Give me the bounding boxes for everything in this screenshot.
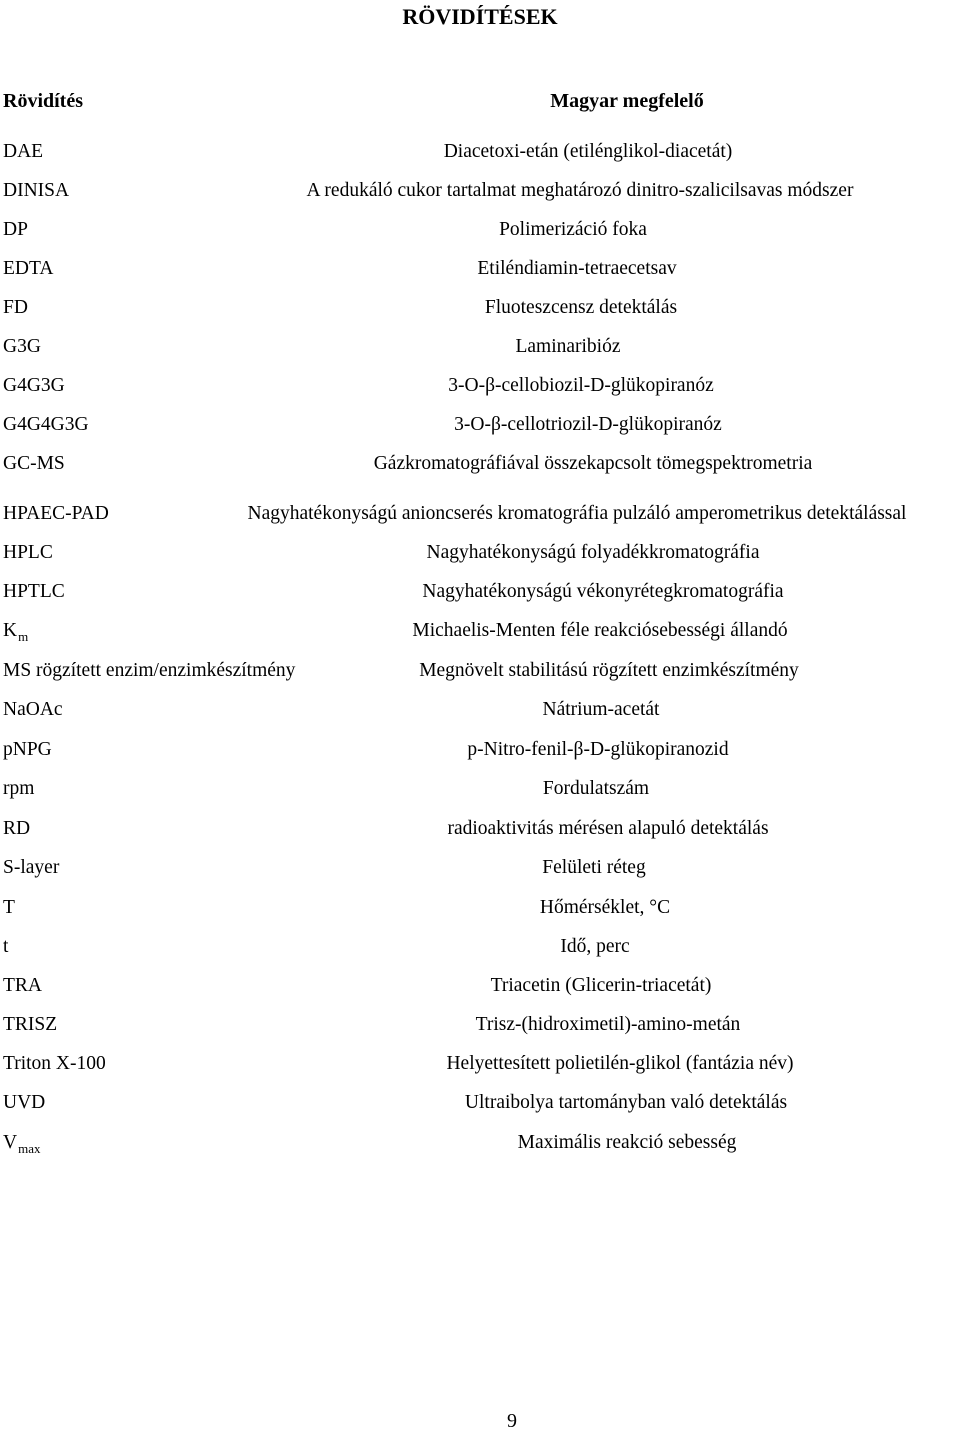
abbreviation: MS rögzített enzim/enzimkészítmény	[3, 660, 296, 681]
meaning: Hőmérséklet, °C	[539, 897, 671, 918]
abbreviation: HPTLC	[3, 581, 65, 602]
meaning: p-Nitro-fenil-β-D-glükopiranozid	[467, 739, 729, 760]
list-item	[0, 373, 960, 399]
abbreviation: pNPG	[3, 739, 52, 760]
abbreviation: G4G4G3G	[3, 414, 89, 435]
meaning: Laminaribióz	[515, 336, 621, 357]
list-item	[0, 217, 960, 243]
meaning-column-header: Magyar megfelelő	[550, 90, 704, 112]
abbreviation: Triton X-100	[3, 1053, 106, 1074]
meaning: Triacetin (Glicerin-triacetát)	[490, 975, 712, 996]
list-item	[0, 697, 960, 723]
list-item	[0, 501, 960, 527]
meaning: Felületi réteg	[542, 857, 646, 878]
list-item	[0, 540, 960, 566]
meaning: Gázkromatográfiával összekapcsolt tömegspektrometria	[373, 453, 813, 474]
list-item	[0, 295, 960, 321]
page-title: RÖVIDÍTÉSEK	[402, 4, 558, 29]
abbreviation: T	[3, 897, 15, 918]
list-item	[0, 451, 960, 477]
list-item	[0, 412, 960, 438]
meaning: Nagyhatékonyságú vékonyrétegkromatográfia	[422, 581, 784, 602]
abbreviation: DP	[3, 219, 28, 240]
list-item	[0, 855, 960, 881]
meaning: Michaelis-Menten féle reakciósebességi állandó	[412, 620, 788, 641]
list-item	[0, 618, 960, 644]
meaning: Fluoteszcensz detektálás	[484, 297, 678, 318]
abbreviation: rpm	[3, 778, 35, 799]
meaning: radioaktivitás mérésen alapuló detektálás	[447, 818, 769, 839]
meaning: 3-O-β-cellotriozil-D-glükopiranóz	[454, 414, 722, 435]
abbreviation: RD	[3, 818, 31, 839]
meaning: Idő, perc	[560, 936, 630, 957]
abbreviation: $K_m$	[3, 620, 29, 644]
meaning: Ultraibolya tartományban való detektálás	[464, 1092, 788, 1113]
meaning: Trisz-(hidroximetil)-amino-metán	[475, 1014, 741, 1035]
meaning: Helyettesített polietilén-glikol (fantázia név)	[446, 1053, 794, 1074]
list-item	[0, 934, 960, 960]
meaning: Nagyhatékonyságú folyadékkromatográfia	[426, 542, 760, 563]
abbreviation: G4G3G	[3, 375, 65, 396]
abbreviation: t	[3, 936, 9, 957]
meaning: Nagyhatékonyságú anioncserés kromatográfia pulzáló amperometrikus detektálással	[247, 503, 907, 524]
list-item	[0, 1130, 960, 1156]
list-item	[0, 1090, 960, 1116]
abbreviation: EDTA	[3, 258, 54, 279]
list-item	[0, 1051, 960, 1077]
abbreviation: TRISZ	[3, 1014, 58, 1035]
list-item	[0, 334, 960, 360]
list-item	[0, 178, 960, 204]
list-item	[0, 658, 960, 684]
abbreviation: GC-MS	[3, 453, 65, 474]
abbreviation: NaOAc	[3, 699, 63, 720]
meaning: A redukáló cukor tartalmat meghatározó dinitro-szalicilsavas módszer	[306, 180, 854, 201]
meaning: Diacetoxi-etán (etilénglikol-diacetát)	[443, 141, 733, 162]
meaning: Maximális reakció sebesség	[517, 1132, 737, 1153]
abbreviation-subscript: max	[18, 1141, 41, 1156]
page-number: 9	[507, 1410, 517, 1432]
meaning: Megnövelt stabilitású rögzített enzimkészítmény	[419, 660, 799, 681]
meaning: 3-O-β-cellobiozil-D-glükopiranóz	[448, 375, 714, 396]
abbreviation: DINISA	[3, 180, 70, 201]
abbreviation: DAE	[3, 141, 44, 162]
abbreviation-subscript: m	[18, 629, 29, 644]
list-item	[0, 1012, 960, 1038]
abbreviation: S-layer	[3, 857, 60, 878]
list-item	[0, 895, 960, 921]
meaning: Polimerizáció foka	[499, 219, 647, 240]
abbreviation: FD	[3, 297, 28, 318]
abbreviation: $V_{max}$	[3, 1132, 41, 1156]
list-item	[0, 737, 960, 763]
abbreviation: HPLC	[3, 542, 53, 563]
list-item	[0, 973, 960, 999]
list-item	[0, 816, 960, 842]
abbreviation: TRA	[3, 975, 42, 996]
meaning: Etiléndiamin-tetraecetsav	[477, 258, 677, 279]
abbreviation: HPAEC-PAD	[3, 503, 109, 524]
meaning: Nátrium-acetát	[542, 699, 660, 720]
list-item	[0, 776, 960, 802]
list-item	[0, 579, 960, 605]
list-item	[0, 256, 960, 282]
abbreviation: UVD	[3, 1092, 46, 1113]
list-item	[0, 139, 960, 165]
meaning: Fordulatszám	[542, 778, 650, 799]
abbreviation-column-header: Rövidítés	[3, 90, 83, 112]
abbreviation: G3G	[3, 336, 41, 357]
